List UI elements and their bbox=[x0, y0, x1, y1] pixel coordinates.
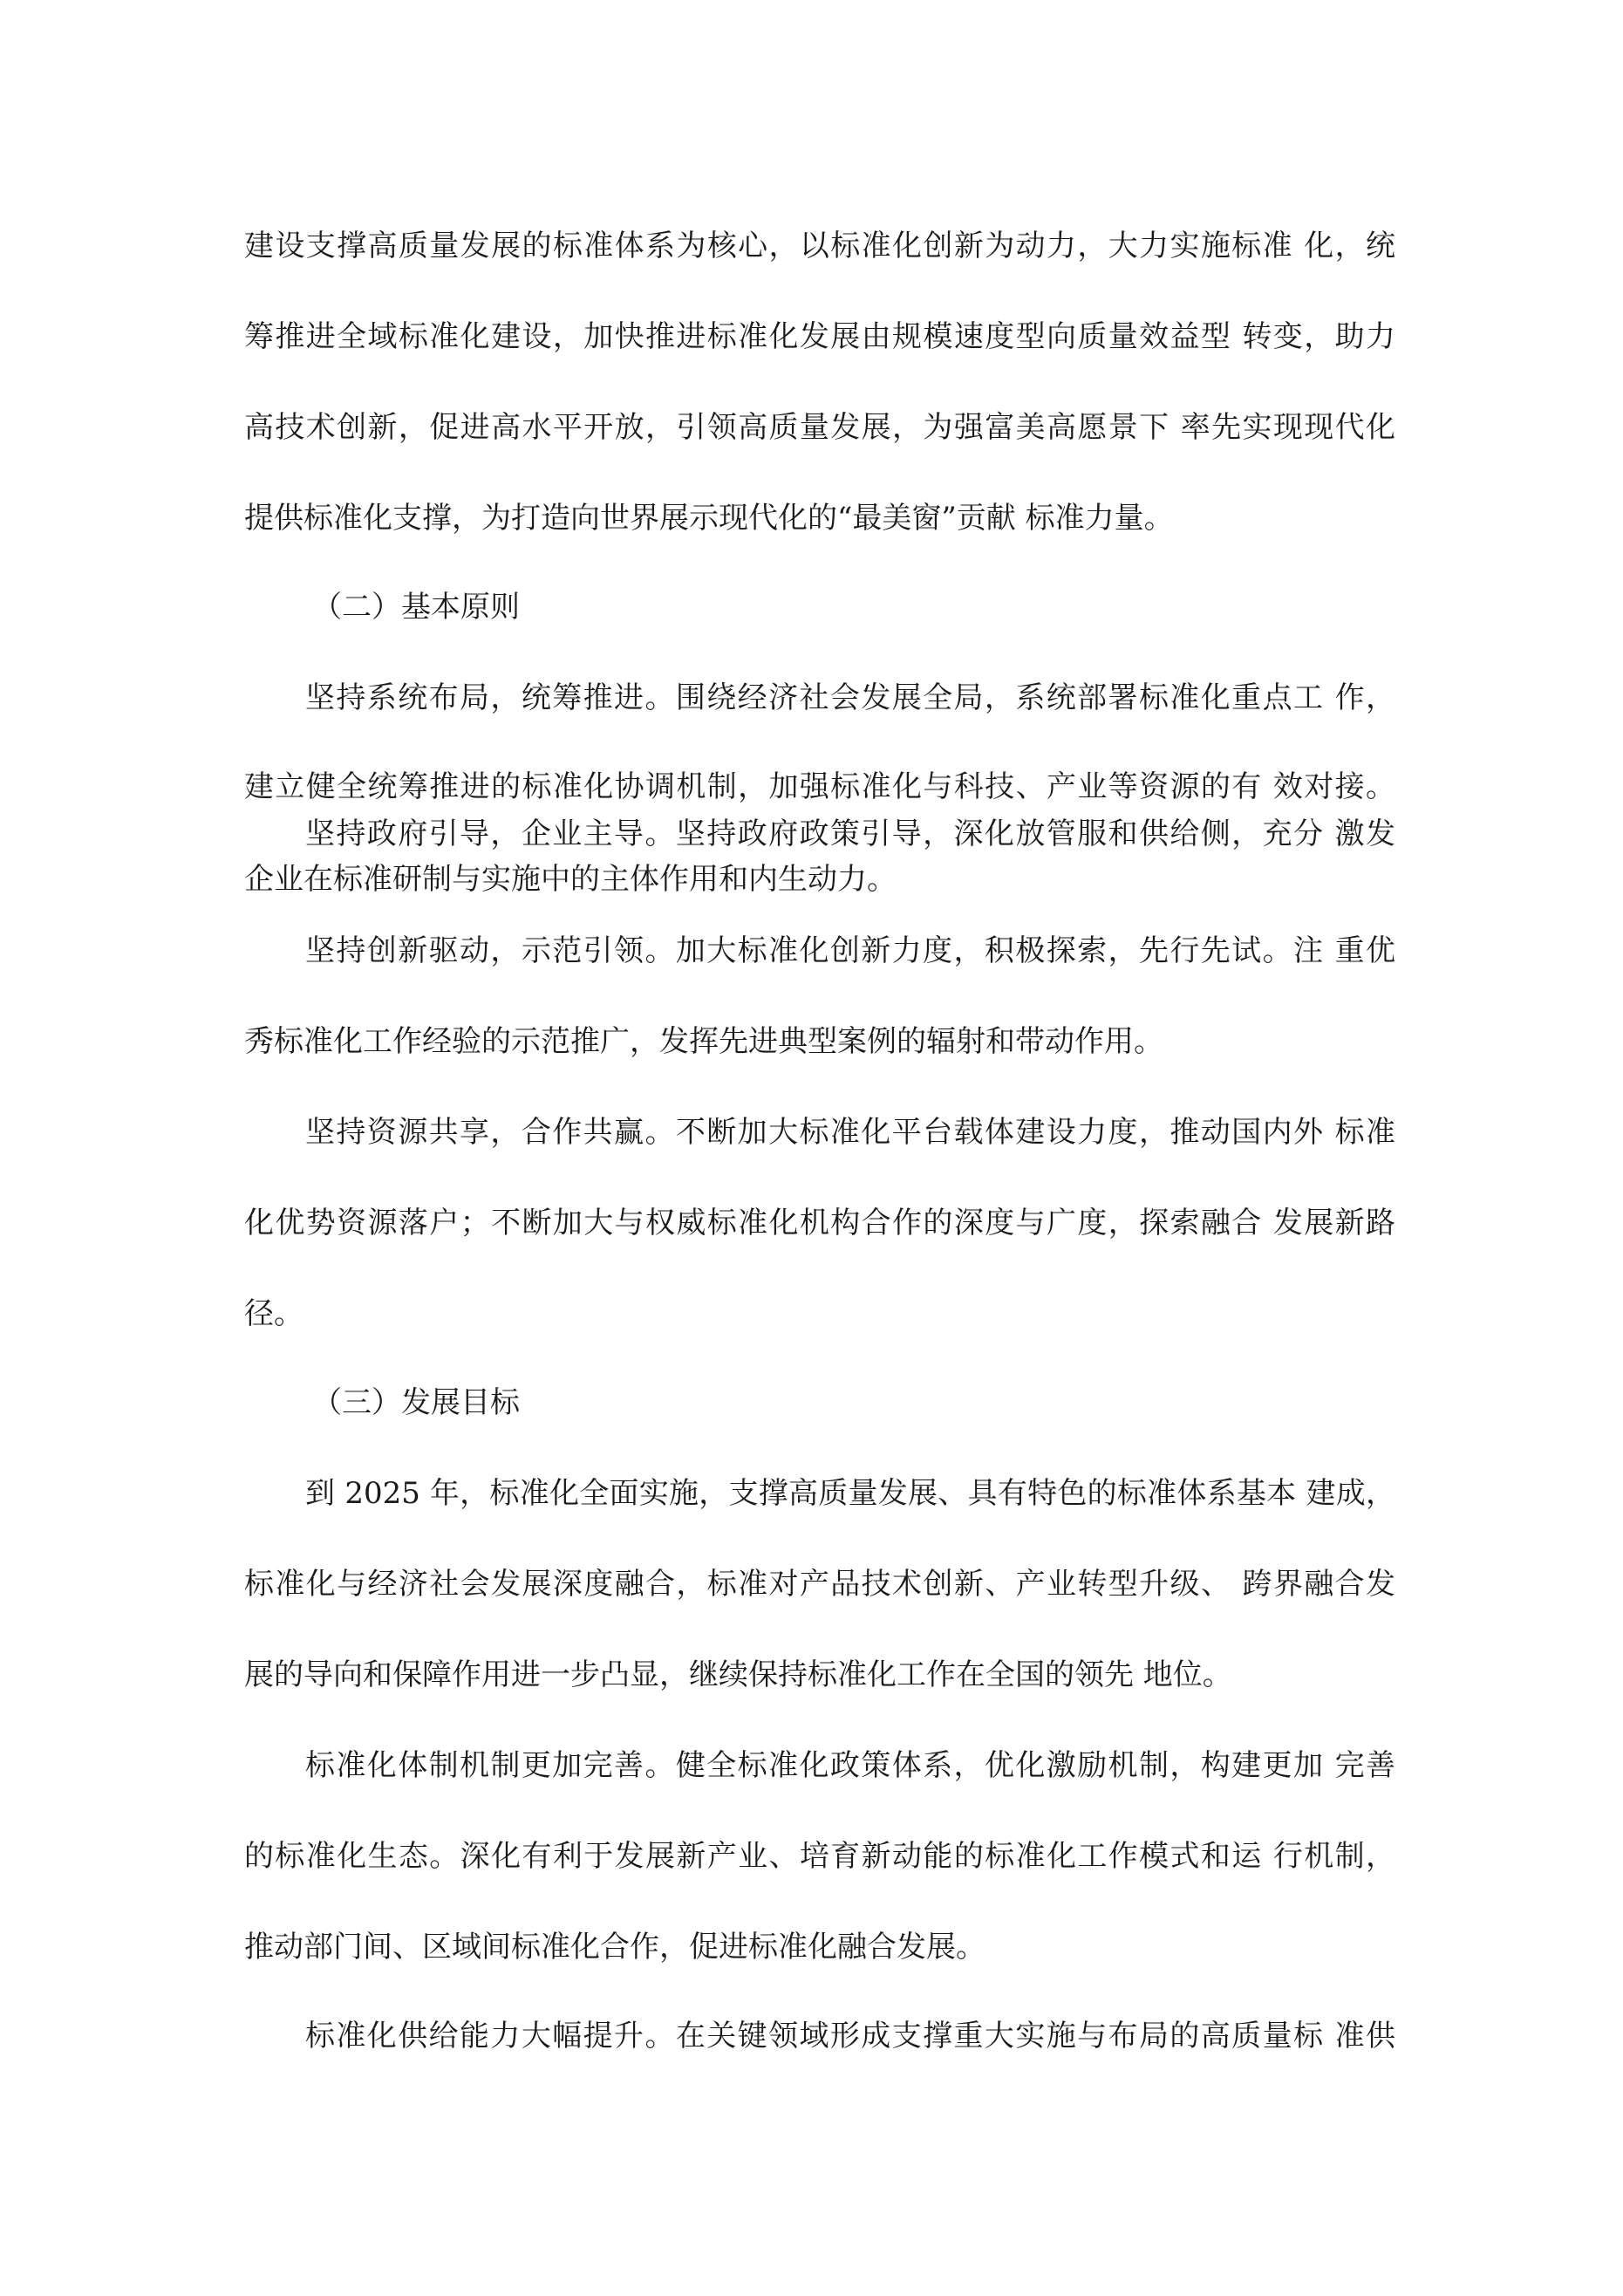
paragraph-line: 高技术创新，促进高水平开放，引领高质量发展，为强富美高愿景下 率先实现现代化 bbox=[244, 410, 1395, 445]
paragraph-line: 到 2025 年，标准化全面实施，支撑高质量发展、具有特色的标准体系基本 建成， bbox=[305, 1476, 1395, 1511]
section-heading: （三）发展目标 bbox=[312, 1385, 520, 1420]
paragraph-line: 标准化供给能力大幅提升。在关键领域形成支撑重大实施与布局的高质量标 准供 bbox=[305, 2019, 1395, 2053]
paragraph-line: 筹推进全域标准化建设，加快推进标准化发展由规模速度型向质量效益型 转变，助力 bbox=[244, 319, 1395, 354]
paragraph-line: 建立健全统筹推进的标准化协调机制，加强标准化与科技、产业等资源的有 效对接。 bbox=[244, 769, 1395, 804]
section-heading: （二）基本原则 bbox=[312, 590, 520, 625]
paragraph-line: 提供标准化支撑，为打造向世界展示现代化的“最美窗”贡献 标准力量。 bbox=[244, 501, 1174, 536]
paragraph-line: 建设支撑高质量发展的标准体系为核心，以标准化创新为动力，大力实施标准 化，统 bbox=[244, 229, 1395, 263]
paragraph-line: 的标准化生态。深化有利于发展新产业、培育新动能的标准化工作模式和运 行机制， bbox=[244, 1839, 1395, 1874]
paragraph-line: 企业在标准研制与实施中的主体作用和内生动力。 bbox=[244, 862, 897, 897]
paragraph-line: 坚持资源共享，合作共赢。不断加大标准化平台载体建设力度，推动国内外 标准 bbox=[305, 1115, 1395, 1150]
paragraph-line: 秀标准化工作经验的示范推广，发挥先进典型案例的辐射和带动作用。 bbox=[244, 1024, 1163, 1059]
paragraph-line: 标准化与经济社会发展深度融合，标准对产品技术创新、产业转型升级、 跨界融合发 bbox=[244, 1567, 1395, 1602]
paragraph-line: 径。 bbox=[244, 1296, 303, 1331]
paragraph-line: 标准化体制机制更加完善。健全标准化政策体系，优化激励机制，构建更加 完善 bbox=[305, 1748, 1395, 1783]
paragraph-line: 坚持系统布局，统筹推进。围绕经济社会发展全局，系统部署标准化重点工 作， bbox=[305, 680, 1395, 715]
paragraph-line: 化优势资源落户；不断加大与权威标准化机构合作的深度与广度，探索融合 发展新路 bbox=[244, 1206, 1395, 1240]
paragraph-line: 推动部门间、区域间标准化合作，促进标准化融合发展。 bbox=[244, 1930, 985, 1965]
paragraph-line: 坚持政府引导，企业主导。坚持政府政策引导，深化放管服和供给侧，充分 激发 bbox=[305, 817, 1395, 851]
paragraph-line: 展的导向和保障作用进一步凸显，继续保持标准化工作在全国的领先 地位。 bbox=[244, 1657, 1232, 1692]
paragraph-line: 坚持创新驱动，示范引领。加大标准化创新力度，积极探索，先行先试。注 重优 bbox=[305, 933, 1395, 968]
